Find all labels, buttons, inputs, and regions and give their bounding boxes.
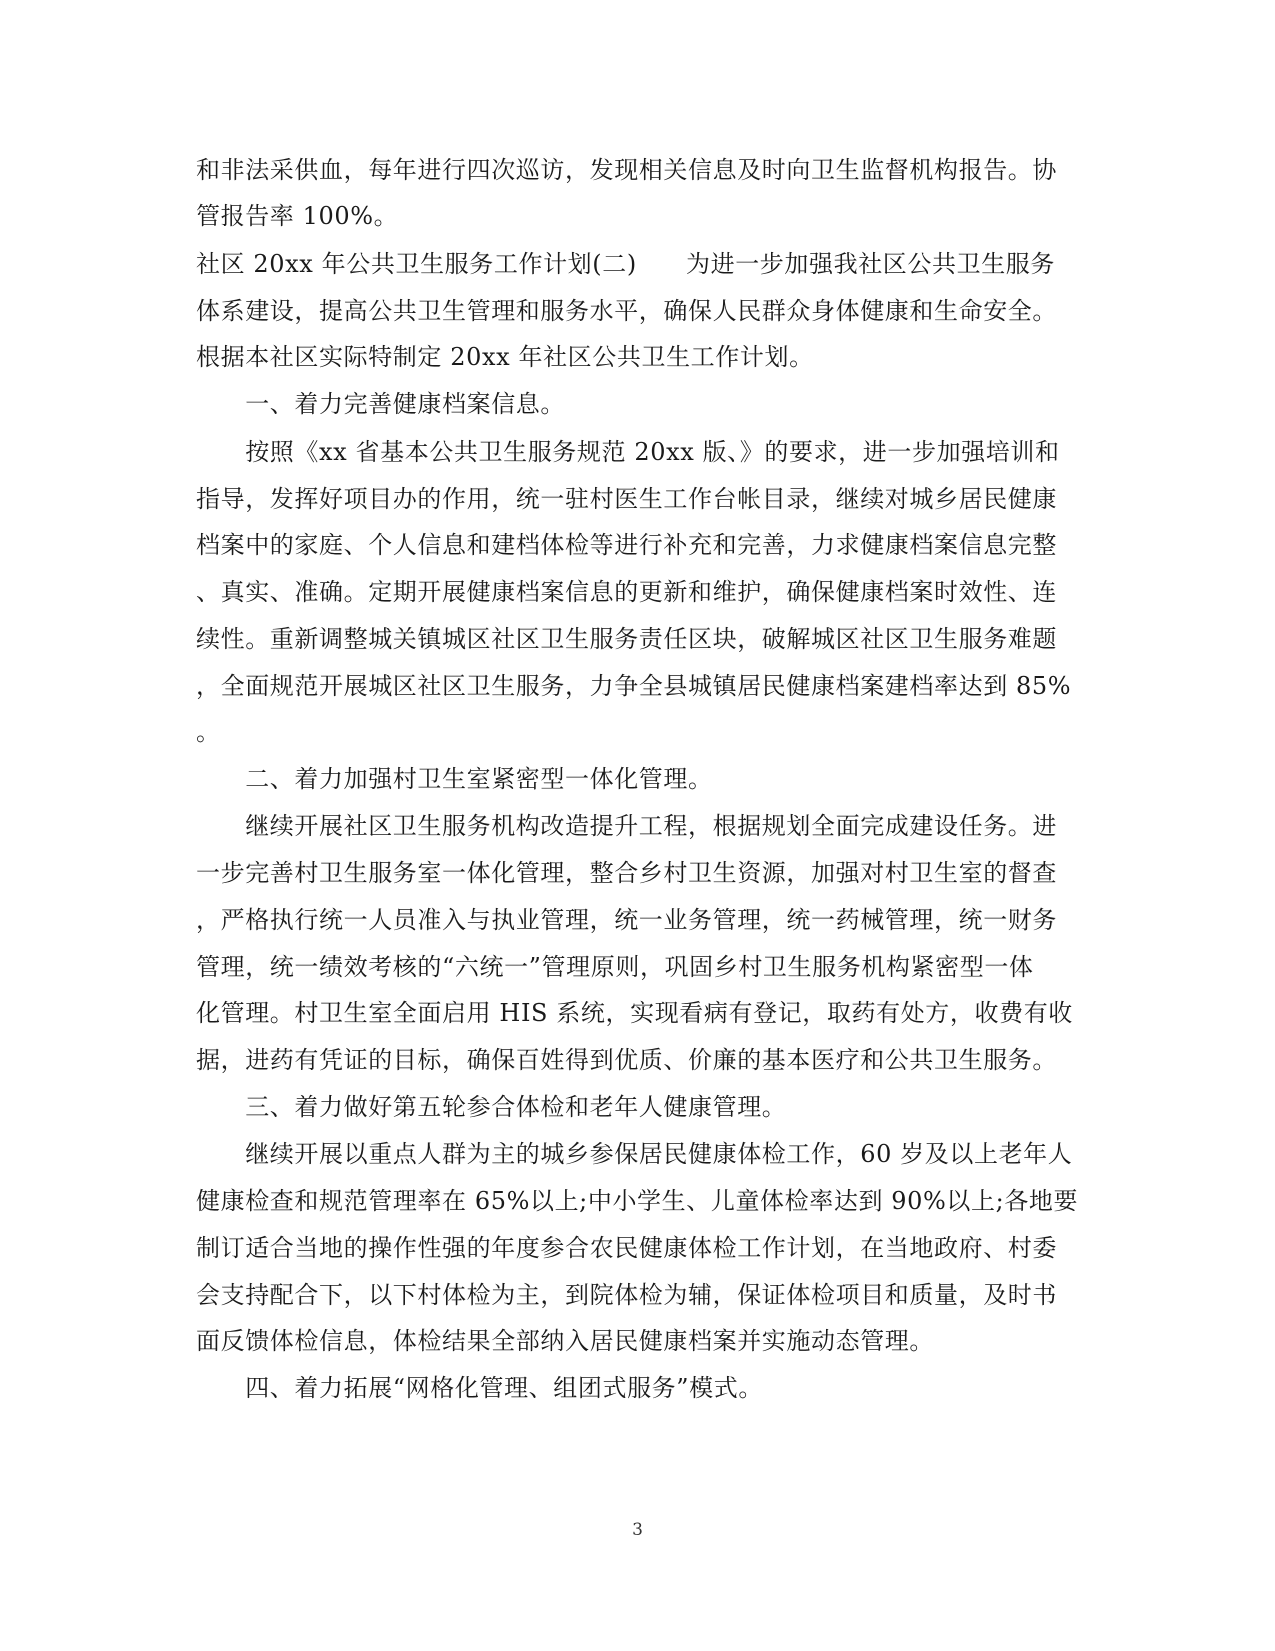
text-line: ，全面规范开展城区社区卫生服务，力争全县城镇居民健康档案建档率达到 85% bbox=[196, 672, 1072, 700]
text-line: 续性。重新调整城关镇城区社区卫生服务责任区块，破解城区社区卫生服务难题 bbox=[196, 625, 1057, 653]
text-line: 和非法采供血，每年进行四次巡访，发现相关信息及时向卫生监督机构报告。协 bbox=[196, 156, 1057, 184]
text-line: 体系建设，提高公共卫生管理和服务水平，确保人民群众身体健康和生命安全。 bbox=[196, 297, 1057, 325]
text-line: 一步完善村卫生服务室一体化管理，整合乡村卫生资源，加强对村卫生室的督查 bbox=[196, 859, 1057, 887]
text-line: 管理，统一绩效考核的“六统一”管理原则，巩固乡村卫生服务机构紧密型一体 bbox=[196, 953, 1034, 981]
text-line: 制订适合当地的操作性强的年度参合农民健康体检工作计划，在当地政府、村委 bbox=[196, 1234, 1057, 1262]
text-line: 化管理。村卫生室全面启用 HIS 系统，实现看病有登记，取药有处方，收费有收 bbox=[196, 999, 1073, 1027]
text-line: 社区 20xx 年公共卫生服务工作计划(二) 为进一步加强我社区公共卫生服务 bbox=[196, 250, 1055, 278]
text-line: 指导，发挥好项目办的作用，统一驻村医生工作台帐目录，继续对城乡居民健康 bbox=[196, 485, 1057, 513]
text-line: 继续开展以重点人群为主的城乡参保居民健康体检工作，60 岁及以上老年人 bbox=[196, 1140, 1073, 1168]
page-number: 3 bbox=[632, 1520, 643, 1540]
text-line: 继续开展社区卫生服务机构改造提升工程，根据规划全面完成建设任务。进 bbox=[196, 812, 1057, 840]
text-line: 会支持配合下，以下村体检为主，到院体检为辅，保证体检项目和质量，及时书 bbox=[196, 1281, 1057, 1309]
text-line: ，严格执行统一人员准入与执业管理，统一业务管理，统一药械管理，统一财务 bbox=[196, 906, 1057, 934]
text-line: 档案中的家庭、个人信息和建档体检等进行补充和完善，力求健康档案信息完整 bbox=[196, 531, 1057, 559]
text-line: 管报告率 100%。 bbox=[196, 202, 399, 230]
section-heading: 一、着力完善健康档案信息。 bbox=[196, 390, 565, 418]
text-line: 健康检查和规范管理率在 65%以上;中小学生、儿童体检率达到 90%以上;各地要 bbox=[196, 1187, 1079, 1215]
text-line: 。 bbox=[196, 718, 221, 746]
text-line: 据，进药有凭证的目标，确保百姓得到优质、价廉的基本医疗和公共卫生服务。 bbox=[196, 1046, 1057, 1074]
section-heading: 二、着力加强村卫生室紧密型一体化管理。 bbox=[196, 765, 713, 793]
text-line: 面反馈体检信息，体检结果全部纳入居民健康档案并实施动态管理。 bbox=[196, 1327, 934, 1355]
section-heading: 四、着力拓展“网格化管理、组团式服务”模式。 bbox=[196, 1374, 763, 1402]
text-line: 根据本社区实际特制定 20xx 年社区公共卫生工作计划。 bbox=[196, 343, 814, 371]
text-line: 、真实、准确。定期开展健康档案信息的更新和维护，确保健康档案时效性、连 bbox=[196, 578, 1057, 606]
section-heading: 三、着力做好第五轮参合体检和老年人健康管理。 bbox=[196, 1093, 787, 1121]
text-line: 按照《xx 省基本公共卫生服务规范 20xx 版、》的要求，进一步加强培训和 bbox=[196, 438, 1060, 466]
